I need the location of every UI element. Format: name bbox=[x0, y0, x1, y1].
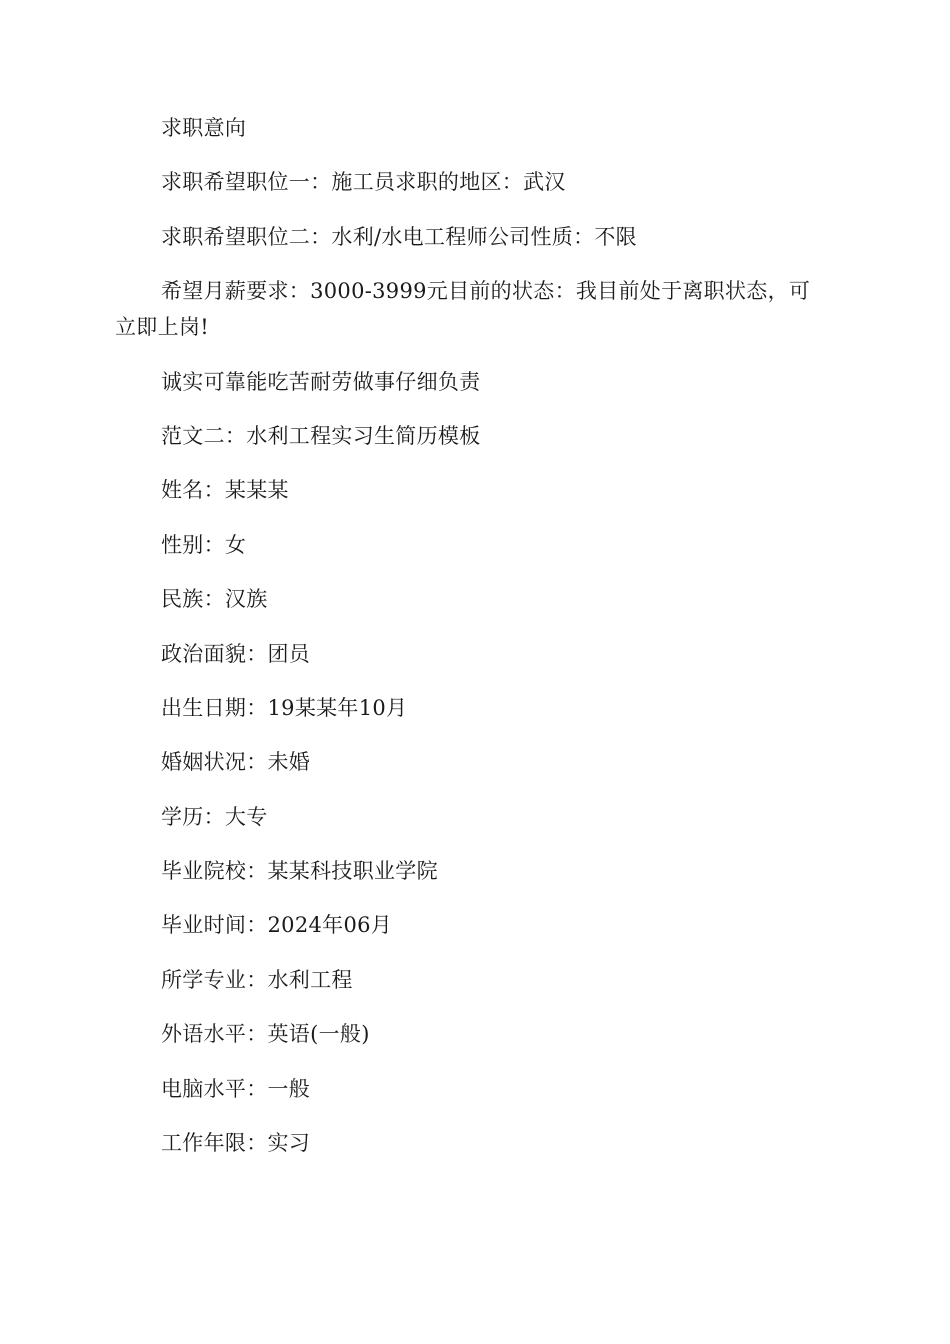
desired-position-1: 求职希望职位一：施工员求职的地区：武汉 bbox=[161, 170, 566, 195]
field-ethnicity: 民族：汉族 bbox=[161, 587, 268, 612]
field-name: 姓名：某某某 bbox=[161, 478, 289, 503]
field-gender: 性别：女 bbox=[161, 532, 247, 557]
field-birth-date: 出生日期：19某某年10月 bbox=[161, 695, 408, 720]
expected-salary-status: 希望月薪要求：3000-3999元目前的状态：我目前处于离职状态，可立即上岗! bbox=[115, 279, 811, 340]
self-evaluation: 诚实可靠能吃苦耐劳做事仔细负责 bbox=[161, 369, 481, 394]
sample-two-title: 范文二：水利工程实习生简历模板 bbox=[161, 423, 481, 448]
desired-position-2: 求职希望职位二：水利/水电工程师公司性质：不限 bbox=[161, 224, 637, 249]
field-major: 所学专业：水利工程 bbox=[161, 967, 353, 992]
field-education: 学历：大专 bbox=[161, 804, 268, 829]
field-computer-skill: 电脑水平：一般 bbox=[161, 1076, 311, 1101]
field-work-years: 工作年限：实习 bbox=[161, 1131, 311, 1156]
document-body bbox=[115, 110, 827, 1179]
heading-job-intention: 求职意向 bbox=[161, 116, 247, 140]
field-graduation-date: 毕业时间：2024年06月 bbox=[161, 913, 393, 938]
field-marital-status: 婚姻状况：未婚 bbox=[161, 750, 311, 775]
field-political-status: 政治面貌：团员 bbox=[161, 641, 311, 666]
field-school: 毕业院校：某某科技职业学院 bbox=[161, 859, 438, 884]
field-foreign-language: 外语水平：英语(一般) bbox=[161, 1022, 370, 1047]
